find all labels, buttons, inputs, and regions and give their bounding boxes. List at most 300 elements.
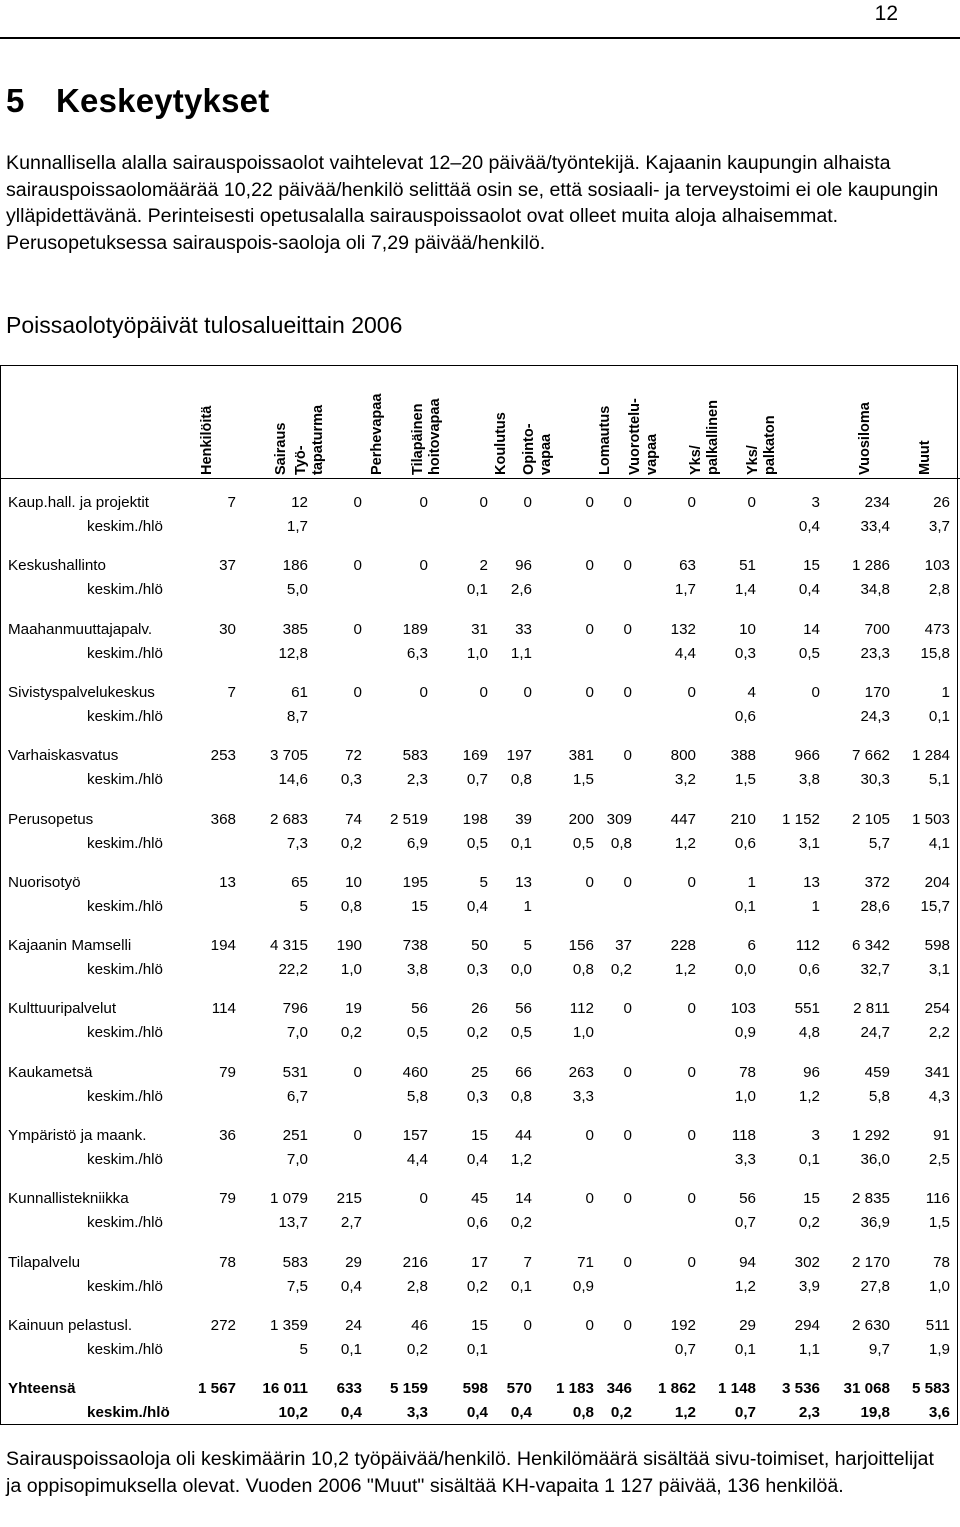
table-cell-average: 0,9: [572, 1277, 594, 1295]
table-cell-average: 2,8: [928, 581, 950, 599]
table-cell-average: 2,7: [340, 1214, 362, 1232]
table-cell-average: 0,5: [510, 1024, 532, 1042]
table-cell: 65: [291, 873, 308, 891]
table-cell-average: 1,7: [286, 518, 308, 535]
table-cell: 0: [585, 1190, 594, 1208]
row-label: Kaukametsä: [8, 1063, 93, 1081]
page-number: 12: [874, 2, 898, 25]
table-cell: 50: [471, 937, 488, 955]
table-cell-average: 0,8: [510, 771, 532, 789]
table-cell: 3: [811, 494, 820, 511]
table-cell-average: 4,4: [674, 644, 696, 662]
table-cell: 0: [523, 494, 532, 511]
table-cell-average: 15,7: [920, 897, 950, 915]
table-cell: 459: [864, 1063, 890, 1081]
table-cell-average: 8,7: [286, 707, 308, 725]
table-cell: 2 105: [851, 810, 890, 828]
table-cell: 10: [345, 873, 362, 891]
table-cell: 1 359: [269, 1316, 308, 1334]
table-cell: 2: [479, 557, 488, 575]
table-cell: 0: [687, 1000, 696, 1018]
table-cell: 15: [471, 1316, 488, 1334]
row-sub-label: keskim./hlö: [87, 1151, 163, 1168]
table-cell: 0: [623, 1127, 632, 1144]
table-cell: 341: [924, 1063, 950, 1081]
table-cell-average: 3,9: [798, 1277, 820, 1295]
table-cell: 156: [568, 937, 594, 955]
table-cell: 13: [803, 873, 820, 891]
table-cell: 3 536: [781, 1380, 820, 1398]
table-cell: 186: [282, 557, 308, 575]
table-cell: 0: [585, 494, 594, 511]
table-cell: 388: [730, 747, 756, 765]
table-cell: 1 286: [851, 557, 890, 575]
table-cell: 189: [402, 620, 428, 638]
table-cell: 1: [941, 683, 950, 701]
table-cell: 0: [687, 1063, 696, 1081]
table-cell: 13: [219, 873, 236, 891]
table-cell: 7: [523, 1253, 532, 1271]
row-sub-label: keskim./hlö: [87, 1404, 170, 1422]
table-cell-average: 0,2: [340, 834, 362, 852]
row-label: Sivistyspalvelukeskus: [8, 683, 155, 701]
table-cell-average: 4,1: [928, 834, 950, 852]
row-sub-label: keskim./hlö: [87, 834, 163, 852]
table-cell: 2 811: [853, 1000, 890, 1018]
table-cell: 460: [402, 1063, 428, 1081]
table-cell: 15: [803, 557, 820, 575]
table-cell: 2 519: [389, 810, 428, 828]
table-cell-average: 12,8: [278, 644, 308, 662]
table-cell: 169: [462, 747, 488, 765]
table-cell-average: 3,2: [674, 771, 696, 789]
table-cell-average: 0,7: [674, 1340, 696, 1358]
table-cell-average: 0,2: [610, 961, 632, 979]
row-sub-label: keskim./hlö: [87, 644, 163, 662]
table-cell: 25: [471, 1063, 488, 1081]
table-cell: 0: [747, 494, 756, 511]
table-cell: 3: [811, 1127, 820, 1144]
table-cell-average: 0,8: [510, 1087, 532, 1105]
row-label: Kunnallistekniikka: [8, 1190, 129, 1208]
table-cell-average: 14,6: [278, 771, 308, 789]
table-cell: 26: [471, 1000, 488, 1018]
table-cell-average: 0,9: [734, 1024, 756, 1042]
table-cell: 6: [747, 937, 756, 955]
table-cell: 302: [794, 1253, 820, 1271]
table-cell: 15: [803, 1190, 820, 1208]
table-cell: 0: [623, 1063, 632, 1081]
table-cell-average: 0,8: [572, 1404, 594, 1422]
table-cell-average: 0,4: [340, 1277, 362, 1295]
table-cell-average: 0,4: [466, 1404, 488, 1422]
row-label: Keskushallinto: [8, 557, 106, 575]
table-cell: 0: [353, 557, 362, 575]
footnote: Sairauspoissaoloja oli keskimäärin 10,2 työpäivää/henkilö. Henkilömäärä sisältää sivu-toimiset, harjoittelijat ja oppisopimuksella olevat. Vuoden 2006 "Muut" sisältää KH-vapaita 1 127 päivää, 136 henkilöä.: [6, 1448, 934, 1497]
table-cell: 7: [227, 683, 236, 701]
table-cell-average: 1,0: [572, 1024, 594, 1042]
row-label: Maahanmuuttajapalv.: [8, 620, 153, 638]
table-cell-average: 1,2: [674, 1404, 696, 1422]
table-cell-average: 3,3: [406, 1404, 428, 1422]
table-cell: 96: [515, 557, 532, 575]
table-cell-average: 1,0: [734, 1087, 756, 1105]
table-cell: 103: [924, 557, 950, 575]
table-cell: 0: [623, 873, 632, 891]
table-cell: 0: [623, 557, 632, 575]
table-cell: 738: [402, 937, 428, 955]
table-cell-average: 1,9: [928, 1340, 950, 1358]
table-cell-average: 24,7: [860, 1024, 890, 1042]
table-cell: 79: [219, 1190, 236, 1208]
header-rule: [0, 37, 960, 39]
table-cell: 0: [811, 683, 820, 701]
table-cell-average: 28,6: [860, 897, 890, 915]
table-cell-average: 6,3: [406, 644, 428, 662]
table-cell-average: 3,1: [928, 961, 950, 979]
table-cell: 33: [515, 620, 532, 638]
table-cell: 473: [924, 620, 950, 638]
table-cell-average: 0,1: [734, 1340, 756, 1358]
table-cell-average: 1,2: [798, 1087, 820, 1105]
row-sub-label: keskim./hlö: [87, 771, 163, 789]
table-cell: 381: [568, 747, 594, 765]
column-header-label: Koulutus: [493, 412, 509, 475]
table-cell: 63: [679, 557, 696, 575]
table-cell: 2 835: [851, 1190, 890, 1208]
table-cell: 385: [282, 620, 308, 638]
table-cell-average: 0,2: [466, 1277, 488, 1295]
row-label: Varhaiskasvatus: [8, 747, 119, 765]
table-cell: 966: [794, 747, 820, 765]
table-cell: 78: [739, 1063, 756, 1081]
table-cell: 19: [345, 1000, 362, 1018]
table-cell: 29: [739, 1316, 756, 1334]
table-cell: 66: [515, 1063, 532, 1081]
column-header-label: Tilapäinen hoitovapaa: [410, 398, 443, 475]
table-cell-average: 0,4: [466, 1151, 488, 1168]
table-cell-average: 23,3: [860, 644, 890, 662]
table-cell-average: 1: [811, 897, 820, 915]
table-cell: 195: [402, 873, 428, 891]
table-cell: 583: [282, 1253, 308, 1271]
table-cell: 0: [479, 494, 488, 511]
table-cell: 192: [670, 1316, 696, 1334]
row-label: Kajaanin Mamselli: [8, 937, 132, 955]
row-sub-label: keskim./hlö: [87, 1340, 163, 1358]
table-cell: 598: [462, 1380, 488, 1398]
table-cell-average: 0,2: [610, 1404, 632, 1422]
table-cell: 210: [730, 810, 756, 828]
table-cell: 56: [411, 1000, 428, 1018]
table-cell-average: 1,2: [674, 834, 696, 852]
table-cell-average: 2,3: [406, 771, 428, 789]
table-cell: 79: [219, 1063, 236, 1081]
table-cell-average: 0,3: [466, 1087, 488, 1105]
table-cell-average: 32,7: [860, 961, 890, 979]
row-label: Kainuun pelastusl.: [8, 1316, 133, 1334]
table-cell-average: 0,8: [340, 897, 362, 915]
table-cell-average: 10,2: [278, 1404, 308, 1422]
table-cell-average: 0,2: [406, 1340, 428, 1358]
table-cell: 0: [419, 494, 428, 511]
table-cell-average: 9,7: [868, 1340, 890, 1358]
table-cell: 551: [794, 1000, 820, 1018]
table-cell-average: 2,6: [510, 581, 532, 599]
table-cell: 5: [523, 937, 532, 955]
column-header-label: Vuorottelu- vapaa: [627, 398, 660, 475]
column-header-label: Yks/ palkaton: [745, 415, 778, 475]
table-cell: 13: [515, 873, 532, 891]
table-cell-average: 0,2: [466, 1024, 488, 1042]
table-cell: 1 079: [269, 1190, 308, 1208]
table-cell-average: 1,0: [340, 961, 362, 979]
table-cell: 1: [747, 873, 756, 891]
table-cell: 447: [670, 810, 696, 828]
table-cell: 10: [739, 620, 756, 638]
row-label: Tilapalvelu: [8, 1253, 81, 1271]
table-cell-average: 15: [411, 897, 428, 915]
table-cell-average: 5,8: [406, 1087, 428, 1105]
table-cell-average: 0,1: [340, 1340, 362, 1358]
section-number: 5: [6, 82, 25, 119]
table-cell: 368: [210, 810, 236, 828]
table-cell-average: 0,7: [734, 1214, 756, 1232]
table-cell: 570: [506, 1380, 532, 1398]
table-cell: 0: [585, 683, 594, 701]
table-cell: 36: [219, 1127, 236, 1144]
table-cell-average: 2,8: [406, 1277, 428, 1295]
row-sub-label: keskim./hlö: [87, 1087, 163, 1105]
table-cell-average: 19,8: [860, 1404, 890, 1422]
table-cell: 0: [353, 1127, 362, 1144]
table-cell: 24: [345, 1316, 362, 1334]
table-cell-average: 0,1: [466, 581, 488, 599]
table-cell-average: 0,4: [798, 581, 820, 599]
table-cell-average: 5,8: [868, 1087, 890, 1105]
table-cell-average: 0,1: [928, 707, 950, 725]
table-cell-average: 0,5: [572, 834, 594, 852]
table-cell-average: 4,3: [928, 1087, 950, 1105]
table-cell: 272: [210, 1316, 236, 1334]
table-cell: 103: [730, 1000, 756, 1018]
table-cell: 31 068: [843, 1380, 890, 1398]
table-cell-average: 30,3: [860, 771, 890, 789]
table-cell-average: 36,9: [860, 1214, 890, 1232]
row-label: Ympäristö ja maank.: [8, 1127, 147, 1144]
table-cell: 3 705: [269, 747, 308, 765]
table-cell-average: 0,5: [798, 644, 820, 662]
table-cell: 0: [585, 1127, 594, 1144]
table-cell-average: 0,3: [734, 644, 756, 662]
table-cell: 2 630: [851, 1316, 890, 1334]
table-cell: 2 170: [851, 1253, 890, 1271]
table-cell: 37: [615, 937, 632, 955]
table-cell: 194: [210, 937, 236, 955]
table-cell-average: 1,0: [928, 1277, 950, 1295]
table-cell: 96: [803, 1063, 820, 1081]
table-cell: 0: [523, 1316, 532, 1334]
table-cell: 0: [353, 620, 362, 638]
table-cell-average: 7,0: [286, 1151, 308, 1168]
column-header-label: Perhevapaa: [369, 393, 385, 475]
table-cell: 0: [623, 1316, 632, 1334]
table-cell: 294: [794, 1316, 820, 1334]
table-cell-average: 0,8: [572, 961, 594, 979]
table-cell: 200: [568, 810, 594, 828]
table-cell: 170: [864, 683, 890, 701]
table-cell-average: 27,8: [860, 1277, 890, 1295]
table-cell-average: 4,8: [798, 1024, 820, 1042]
table-cell-average: 0,3: [340, 771, 362, 789]
table-cell-average: 0,0: [734, 961, 756, 979]
table-cell: 56: [739, 1190, 756, 1208]
table-cell: 0: [585, 1316, 594, 1334]
table-cell: 44: [515, 1127, 532, 1144]
table-cell: 253: [210, 747, 236, 765]
row-label: Yhteensä: [8, 1380, 76, 1398]
table-cell: 15: [471, 1127, 488, 1144]
table-cell: 251: [282, 1127, 308, 1144]
row-sub-label: keskim./hlö: [87, 581, 163, 599]
table-cell-average: 6,7: [286, 1087, 308, 1105]
table-cell: 91: [933, 1127, 950, 1144]
table-cell: 0: [623, 683, 632, 701]
table-cell-average: 0,0: [510, 961, 532, 979]
table-cell-average: 7,3: [286, 834, 308, 852]
table-cell-average: 3,3: [734, 1151, 756, 1168]
table-cell: 190: [336, 937, 362, 955]
table-cell-average: 0,1: [734, 897, 756, 915]
table-cell-average: 0,5: [466, 834, 488, 852]
table-cell-average: 0,1: [510, 834, 532, 852]
table-cell: 0: [419, 683, 428, 701]
table-cell-average: 1,1: [798, 1340, 820, 1358]
table-cell: 0: [623, 747, 632, 765]
table-cell: 700: [864, 620, 890, 638]
table-cell: 71: [577, 1253, 594, 1271]
table-cell-average: 1,2: [734, 1277, 756, 1295]
table-cell-average: 15,8: [920, 644, 950, 662]
table-cell-average: 3,8: [406, 961, 428, 979]
table-cell: 6 342: [851, 937, 890, 955]
table-cell: 796: [282, 1000, 308, 1018]
table-cell-average: 1,2: [510, 1151, 532, 1168]
table-cell: 132: [670, 620, 696, 638]
row-sub-label: keskim./hlö: [87, 518, 163, 535]
table-cell: 633: [336, 1380, 362, 1398]
table-cell-average: 1,5: [734, 771, 756, 789]
table-cell-average: 34,8: [860, 581, 890, 599]
table-cell: 16 011: [262, 1380, 308, 1398]
table-cell: 2 683: [269, 810, 308, 828]
table-cell-average: 0,7: [466, 771, 488, 789]
table-cell-average: 0,5: [406, 1024, 428, 1042]
table-cell-average: 0,1: [798, 1151, 820, 1168]
table-cell-average: 2,2: [928, 1024, 950, 1042]
table-cell: 511: [925, 1316, 950, 1334]
table-cell-average: 0,7: [734, 1404, 756, 1422]
table-cell-average: 0,2: [798, 1214, 820, 1232]
table-cell: 112: [569, 1000, 594, 1018]
table-cell: 37: [219, 557, 236, 575]
table-cell: 0: [585, 873, 594, 891]
row-sub-label: keskim./hlö: [87, 1024, 163, 1042]
table-cell-average: 7,0: [286, 1024, 308, 1042]
table-cell: 7: [227, 494, 236, 511]
table-cell: 157: [402, 1127, 428, 1144]
table-cell-average: 5: [299, 1340, 308, 1358]
table-cell: 29: [345, 1253, 362, 1271]
column-header-label: Opinto- vapaa: [521, 423, 554, 475]
table-cell-average: 7,5: [286, 1277, 308, 1295]
table-cell-average: 0,4: [510, 1404, 532, 1422]
table-cell-average: 1,4: [734, 581, 756, 599]
row-sub-label: keskim./hlö: [87, 1214, 163, 1232]
table-cell: 215: [336, 1190, 362, 1208]
table-cell-average: 36,0: [860, 1151, 890, 1168]
table-cell: 197: [506, 747, 532, 765]
table-cell: 0: [687, 494, 696, 511]
table-cell-average: 0,4: [798, 518, 820, 535]
column-header-label: Henkilöitä: [199, 405, 215, 475]
table-cell-average: 1,2: [674, 961, 696, 979]
table-cell: 61: [291, 683, 308, 701]
table-cell: 0: [479, 683, 488, 701]
table-cell-average: 0,3: [466, 961, 488, 979]
column-header-label: Työ- tapaturma: [293, 404, 326, 475]
table-cell: 0: [623, 494, 632, 511]
table-cell: 1 148: [717, 1380, 756, 1398]
table-cell: 583: [402, 747, 428, 765]
table-cell: 263: [568, 1063, 594, 1081]
row-sub-label: keskim./hlö: [87, 961, 163, 979]
row-label: Nuorisotyö: [8, 873, 81, 891]
table-cell: 39: [515, 810, 532, 828]
table-cell-average: 1,0: [466, 644, 488, 662]
table-cell-average: 13,7: [278, 1214, 308, 1232]
table-cell-average: 24,3: [860, 707, 890, 725]
table-cell-average: 0,4: [340, 1404, 362, 1422]
table-cell: 0: [687, 1127, 696, 1144]
table-cell: 309: [606, 810, 632, 828]
table-cell: 94: [739, 1253, 756, 1271]
table-cell: 5 159: [389, 1380, 428, 1398]
table-cell-average: 1,5: [928, 1214, 950, 1232]
table-cell: 56: [515, 1000, 532, 1018]
table-cell: 0: [687, 683, 696, 701]
table-cell: 0: [353, 1063, 362, 1081]
table-cell: 45: [471, 1190, 488, 1208]
table-header-rule: [0, 478, 960, 479]
column-header-label: Vuosiloma: [857, 402, 873, 475]
column-header-label: Yks/ palkallinen: [688, 400, 721, 475]
table-cell: 4 315: [269, 937, 308, 955]
table-cell: 1 284: [911, 747, 950, 765]
table-cell-average: 1,7: [674, 581, 696, 599]
table-cell-average: 3,1: [798, 834, 820, 852]
table-cell-average: 0,2: [340, 1024, 362, 1042]
table-cell-average: 3,6: [928, 1404, 950, 1422]
table-cell: 1 292: [851, 1127, 890, 1144]
table-cell-average: 2,3: [798, 1404, 820, 1422]
row-sub-label: keskim./hlö: [87, 1277, 163, 1295]
table-cell: 204: [924, 873, 950, 891]
table-cell: 74: [345, 810, 362, 828]
table-cell: 0: [687, 1253, 696, 1271]
table-cell-average: 1,5: [572, 771, 594, 789]
table-cell-average: 22,2: [278, 961, 308, 979]
